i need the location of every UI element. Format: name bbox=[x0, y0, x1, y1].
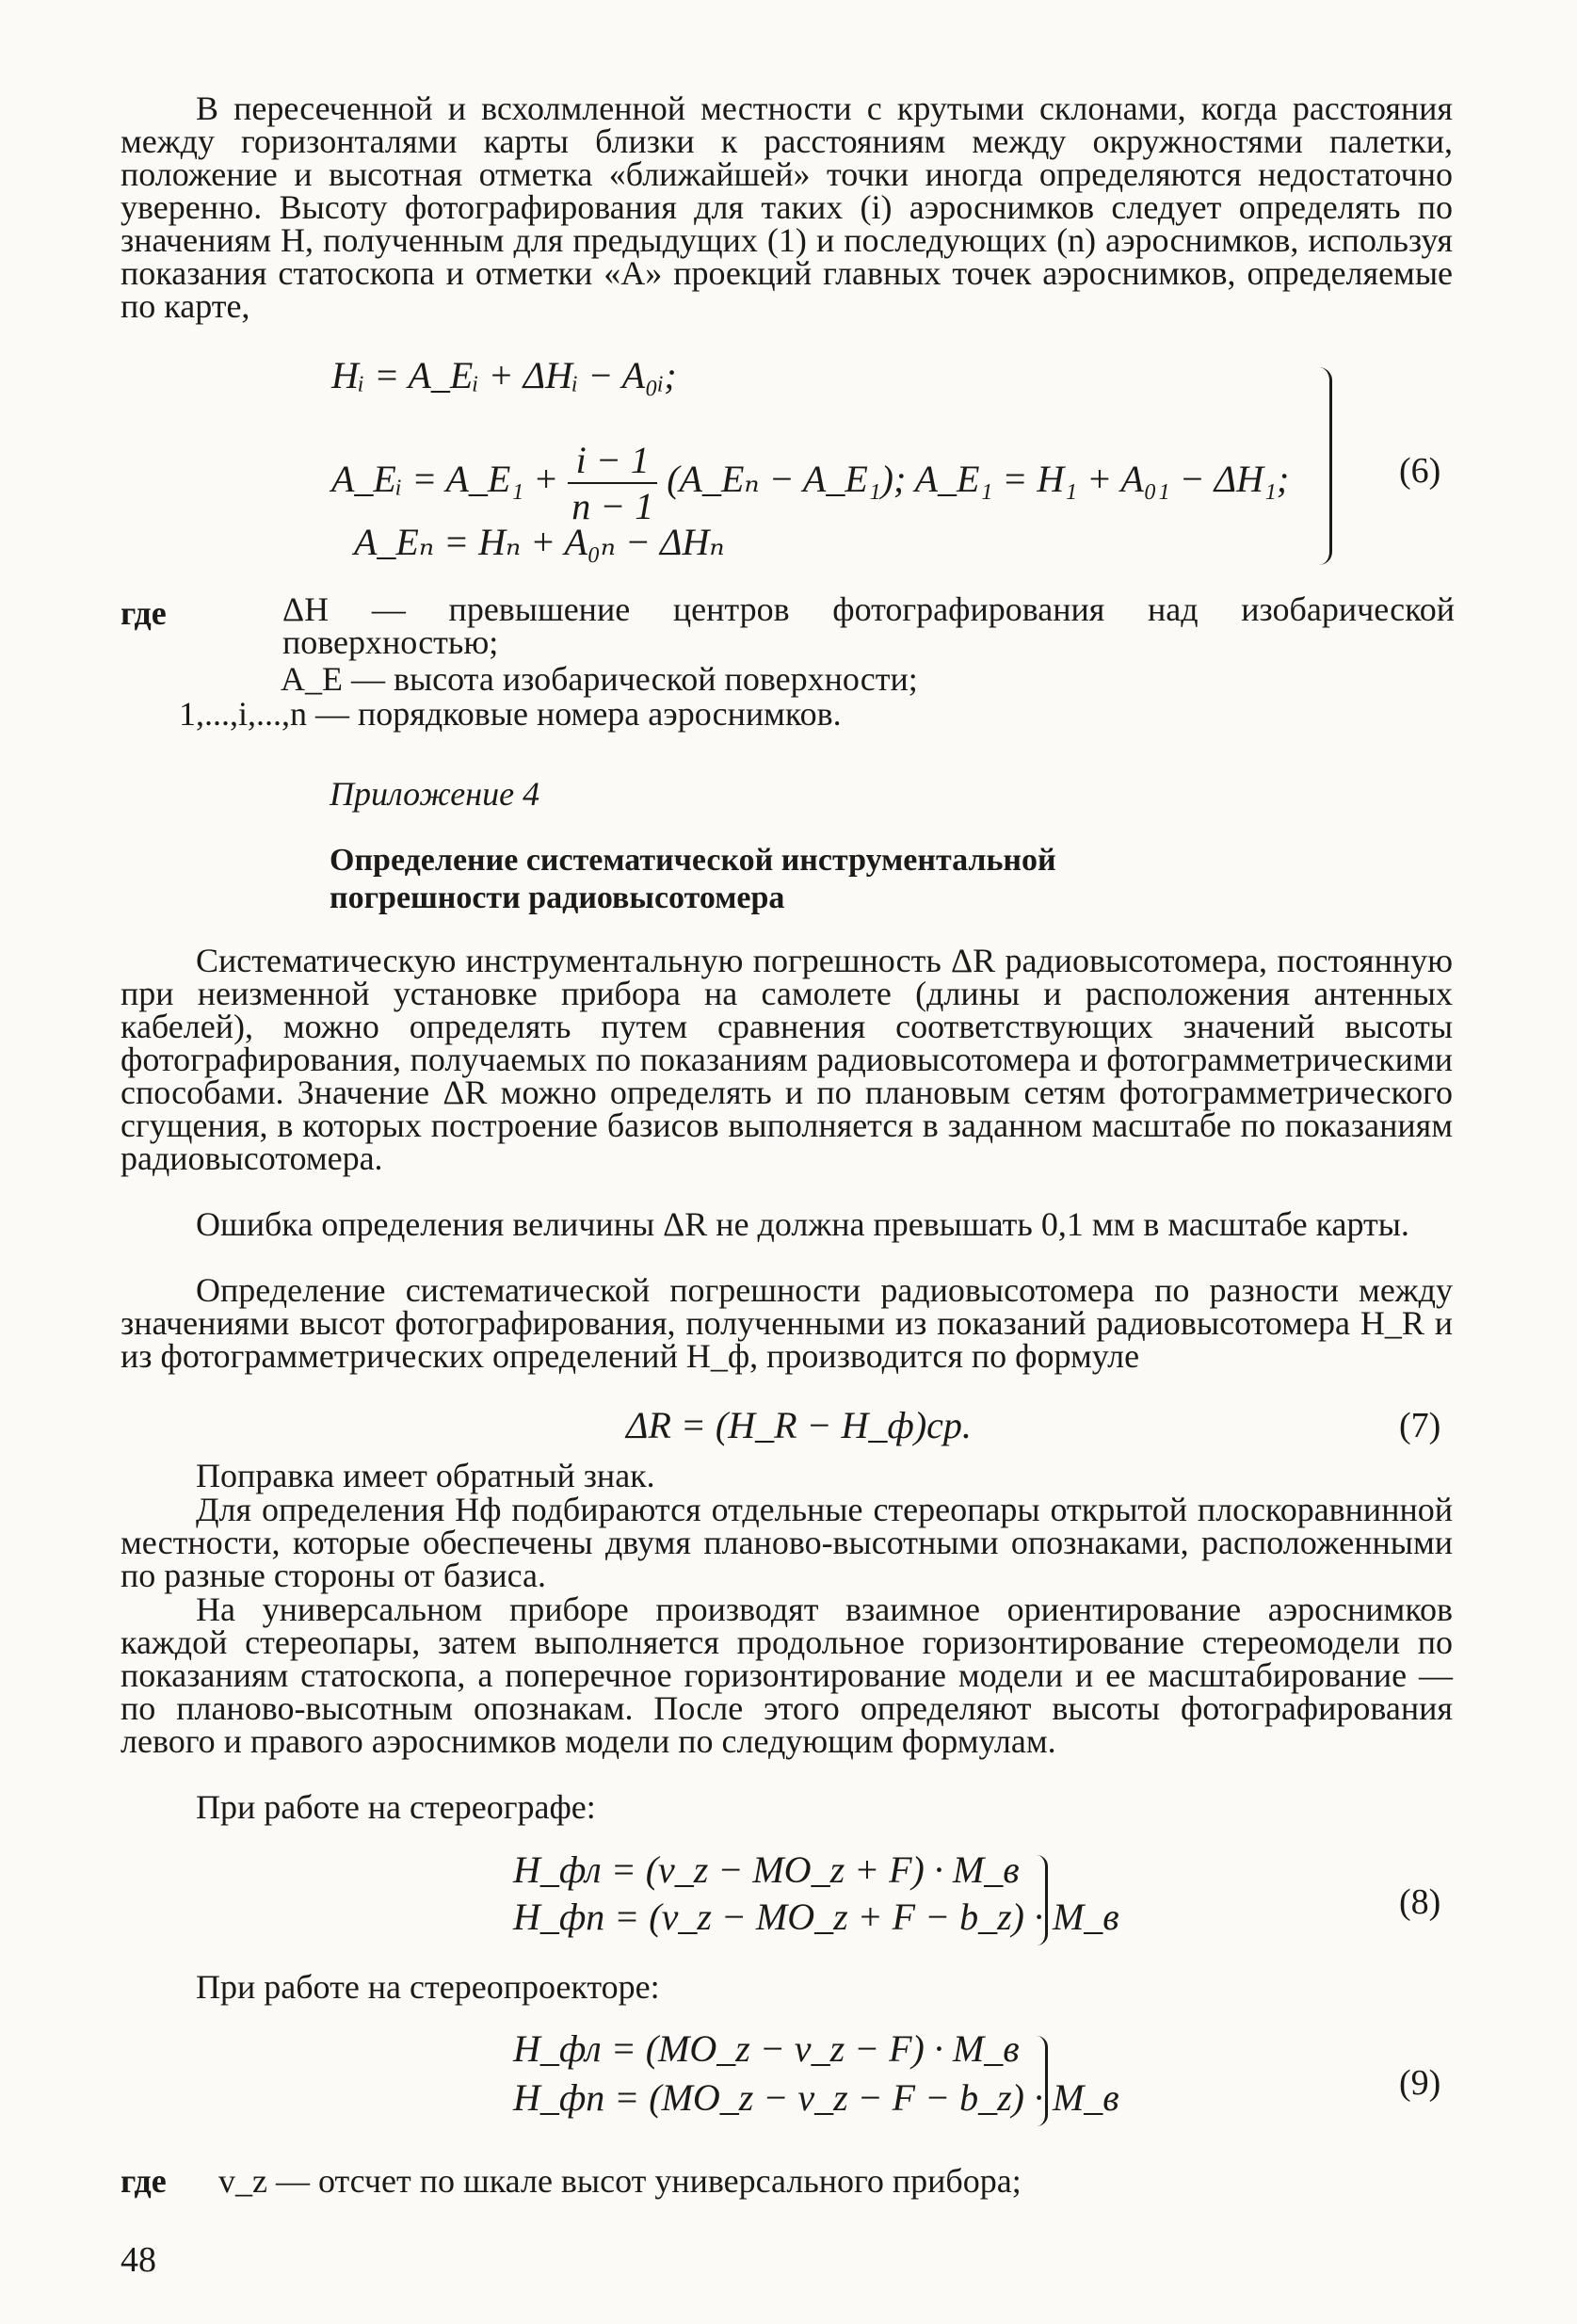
appendix-label: Приложение 4 bbox=[330, 775, 540, 813]
equation-7: ΔR = (H_R − H_ф)ср. bbox=[626, 1404, 972, 1446]
equation-6-line-2 bbox=[331, 438, 1289, 528]
definition-indices: 1,...,i,...,n — порядковые номера аэроснимков. bbox=[179, 695, 842, 733]
equation-8-brace bbox=[1034, 1855, 1048, 1945]
paragraph-5: Для определения Hф подбираются отдельные стереопары открытой плоскоравнинной местности, которые обеспечены двумя планово-высотными опознаками, расположенными по разные стороны от базиса. bbox=[121, 1491, 1453, 1594]
equation-9-line-2: H_фп = (MO_z − v_z − F − b_z) · M_в bbox=[513, 2076, 1119, 2119]
section-heading-line-1: Определение систематической инструментальной bbox=[330, 843, 1056, 878]
fraction-numerator: i − 1 bbox=[568, 438, 657, 484]
equation-6-line-3: A_Eₙ = Hₙ + A₀ₙ − ΔHₙ bbox=[354, 521, 725, 563]
paragraph-1: Систематическую инструментальную погрешность ΔR радиовысотомера, постоянную при неизменной установке прибора на самолете (длины и расположения антенных кабелей), можно определять путем сравнения соответствующих значений высоты фотографирования, получаемых по показаниям радиовысотомера и фотограмметрическими способами. Значение ΔR можно определять и по плановым сетям фотограмметрического сгущения, в которых построение базисов выполняется в заданном масштабе по показаниям радиовысотомера. bbox=[121, 942, 1453, 1177]
definition-a-e: A_E — высота изобарической поверхности; bbox=[281, 660, 918, 698]
paragraph-8: При работе на стереопроекторе: bbox=[196, 1968, 660, 2006]
paragraph-6: На универсальном приборе производят взаимное ориентирование аэроснимков каждой стереопары, затем выполняется продольное горизонтирование стереомодели по показаниям статоскопа, а поперечное горизонтирование модели и ее масштабирование — по планово-высотным опознакам. После этого определяют высоты фотографирования левого и правого аэроснимков модели по следующим формулам. bbox=[121, 1590, 1453, 1760]
where-label-1: где bbox=[121, 594, 167, 632]
equation-6-line-2-left: A_Eᵢ = A_E₁ + bbox=[331, 458, 559, 501]
equation-6-number: (6) bbox=[1399, 451, 1441, 491]
definition-delta-h: ΔH — превышение центров фотографирования над изобарической поверхностью; bbox=[282, 590, 1455, 661]
equation-6-brace bbox=[1316, 367, 1332, 565]
fraction-denominator: n − 1 bbox=[571, 485, 654, 527]
equation-9-line-1: H_фл = (MO_z − v_z − F) · M_в bbox=[513, 2027, 1020, 2070]
definition-vz: v_z — отсчет по шкале высот универсального прибора; bbox=[218, 2162, 1022, 2200]
equation-7-number: (7) bbox=[1399, 1406, 1441, 1445]
equation-8-line-2: H_фп = (v_z − MO_z + F − b_z) · M_в bbox=[513, 1896, 1119, 1938]
equation-9-brace bbox=[1034, 2036, 1048, 2126]
paragraph-2: Ошибка определения величины ΔR не должна превышать 0,1 мм в масштабе карты. bbox=[196, 1205, 1409, 1243]
page-number: 48 bbox=[121, 2240, 156, 2280]
equation-8-line-1: H_фл = (v_z − MO_z + F) · M_в bbox=[513, 1848, 1020, 1891]
where-label-2: где bbox=[121, 2162, 167, 2200]
paragraph-4: Поправка имеет обратный знак. bbox=[196, 1457, 655, 1494]
equation-9-number: (9) bbox=[1399, 2063, 1441, 2103]
equation-6-line-1: Hᵢ = A_Eᵢ + ΔHᵢ − A₀ᵢ; bbox=[331, 354, 677, 396]
equation-6-fraction bbox=[568, 438, 657, 528]
equation-6-line-2-right: (A_Eₙ − A_E₁); A_E₁ = H₁ + A₀₁ − ΔH₁; bbox=[667, 458, 1290, 501]
paragraph-7: При работе на стереографе: bbox=[196, 1788, 596, 1826]
intro-paragraph: В пересеченной и всхолмленной местности с крутыми склонами, когда расстояния между горизонталями карты близки к расстояниям между окружностями палетки, положение и высотная отметка «ближайшей» точки иногда определяются недостаточно уверенно. Высоту фотографирования для таких (i) аэроснимков следует определять по значениям H, полученным для предыдущих (1) и последующих (n) аэроснимков, используя показания статоскопа и отметки «А» проекций главных точек аэроснимков, определяемые по карте, bbox=[121, 89, 1453, 325]
section-heading-line-2: погрешности радиовысотомера bbox=[330, 880, 785, 915]
paragraph-3: Определение систематической погрешности радиовысотомера по разности между значениями высот фотографирования, полученными из показаний радиовысотомера H_R и из фотограмметрических определений H_ф, производится по формуле bbox=[121, 1271, 1453, 1375]
equation-8-number: (8) bbox=[1399, 1882, 1441, 1922]
